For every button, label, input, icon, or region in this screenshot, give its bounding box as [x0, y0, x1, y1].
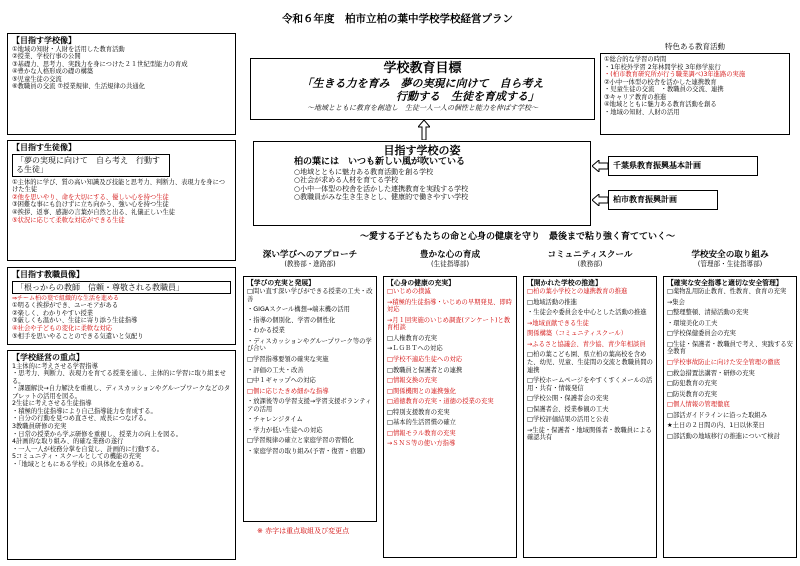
slogan-bar: ～愛する子どもたちの命と心身の健康を守り 最後まで粘り強く育てていく～	[359, 232, 675, 242]
featured-item: ③キャリア教育の推進	[604, 93, 667, 101]
up-arrow-icon	[418, 120, 430, 140]
student-target-item: ⑤状況に応じて柔軟な対応ができる生徒	[12, 216, 125, 224]
column-item: □救急措置法講習・研修の充実	[667, 369, 755, 377]
column-item: □人権教育の充実	[387, 334, 438, 342]
column-item: □防犯教育の充実	[667, 380, 718, 388]
mission-line-1: 「生きる力を育み 夢の実現に向けて 自ら考え	[301, 76, 544, 90]
column-item: ・学力が低い生徒への対応	[247, 426, 323, 434]
column-item: ・チャレンジタイム	[247, 416, 303, 424]
management-item: ・日常の授業から学ぶ研修を重視し、授業力の向上を図る。	[12, 430, 183, 438]
column-box	[663, 276, 797, 558]
column-item: □個人情報の管理徹底	[667, 401, 730, 409]
kashiwa-plan-box	[608, 190, 718, 210]
column-item: □学校事故防止に向けた安全管理の徹底	[667, 358, 780, 366]
column-item: ・環境美化の工夫	[667, 319, 718, 327]
column-item: ・評価の工夫・改善	[247, 366, 304, 374]
column-item: □部活動の地域移行の推進について検討	[667, 432, 780, 440]
column-item: □生徒・保護者・教職員で考え、実践する安全教育	[667, 340, 793, 356]
teacher-target-note: ⇒チーム柏の葉で組織的な生活を進める	[12, 295, 120, 303]
student-target-header: 【目指す生徒像】	[12, 143, 76, 152]
teacher-target-item: ④社会や子どもの変化に柔軟な対応	[12, 325, 113, 333]
management-item: ・積極的生徒指導により自己指導能力を育成する。	[12, 407, 157, 415]
column-item: □防災教育の充実	[667, 390, 718, 398]
column-title: コミュニティスクール	[547, 250, 633, 260]
student-target-item: ④挨拶、返事、感謝の言葉が自然と出る、礼儀正しい生徒	[12, 208, 176, 216]
legend-note: ※ 赤字は重点取組及び変更点	[257, 527, 350, 535]
student-target-item: ①主体的に学び、質の高い知識及び技能と思考力、判断力、表現力を身につけた生徒	[12, 178, 226, 194]
column-item: □情報モラル教育の充実	[387, 429, 456, 437]
column-item: □特別支援教育の充実	[387, 408, 450, 416]
kashiwa-plan-label: 柏市教育振興計画	[613, 195, 677, 204]
teacher-target-item: ③厳しくも温かい、生徒に寄り添う生徒指導	[12, 317, 138, 325]
teacher-target-item: ①明るく挨拶ができ、ユーモアがある	[12, 302, 119, 310]
column-subtitle: (教務部)	[577, 260, 603, 268]
chiba-plan-box	[608, 156, 758, 176]
column-item: □学校保健委員会の充実	[667, 330, 736, 338]
column-item: □柏の葉こども園、県立柏の葉高校を含めた、幼児、児童、生徒間の交流と教職員間の連携	[527, 351, 653, 374]
mission-header: 学校教育目標	[383, 61, 462, 76]
teacher-target-header: 【目指す教職員像】	[12, 270, 84, 279]
column-box-header: 【心身の健康の充実】	[387, 279, 455, 287]
school-target-item: ⑤児童生徒の交流	[12, 75, 62, 83]
column-item: □学習規律の確立と家庭学習の習慣化	[247, 437, 354, 445]
teacher-target-quote: 「根っからの教師 信頼・尊敬される教職員」	[12, 281, 231, 295]
student-target-list	[12, 179, 231, 224]
column-box	[383, 276, 517, 558]
mission-sub: ～地域とともに教育を創造し 生徒一人一人の個性と能力を伸ばす学校～	[307, 104, 538, 113]
column-item: →生徒・保護者・地域関係者・教職員による確認共有	[527, 426, 652, 442]
column-item: →ＬＧＢＴへの対応	[387, 345, 443, 353]
featured-item: ②小中一体型の校舎を活かした連携教育	[604, 78, 717, 86]
featured-list	[604, 56, 786, 116]
featured-item: ①総合的な学習の時間	[604, 56, 667, 63]
column-subtitle: (管理部・生徒指導部)	[697, 260, 763, 268]
column-item: →地域貢献できる生徒	[527, 319, 589, 327]
column-item: ・ディスカッションやグループワーク等の学び合い	[247, 337, 372, 353]
school-target-item: ⑥教職員の交流 ⑦授業規律、生活規律の共通化	[12, 83, 145, 91]
vision-item: ○教職員がみな生き生きとし、健康的で働きやすい学校	[294, 193, 469, 202]
mission-line-2: 行動する 生徒を育成する」	[396, 90, 539, 104]
vision-item: ○小中一体型の校舎を活かした連携教育を実践する学校	[294, 184, 469, 193]
column-item: □薬物乱用防止教育、性教育、食育の充実	[667, 288, 787, 296]
column-item: □中１ギャップへの対応	[247, 377, 316, 385]
column-item: □学習指導要領の確実な実施	[247, 355, 329, 363]
left-arrow-icon	[592, 160, 608, 172]
teacher-target-item: ②楽しく、わかりやすい授業	[12, 309, 94, 317]
featured-box	[600, 53, 790, 135]
column-item: 関係構築（コミュニティスクール）	[527, 330, 627, 338]
management-item: 1主体的に考えさせる学習指導	[12, 362, 98, 370]
mission-box	[250, 58, 595, 120]
management-item: ・「地域とともにある学校」の具体化を進める。	[12, 460, 148, 468]
column-item: □問い直す深い学びができる授業の工夫・改善	[247, 288, 373, 303]
column-item: □学校評価結果の活用と公表	[527, 416, 609, 424]
column-item: ★土日の２日間の内、1日以休業日	[667, 422, 765, 430]
management-item: ・自分の行動を見つめ直させ、成長につなげる。	[12, 415, 151, 423]
column-item: □基本的生活習慣の確立	[387, 419, 456, 427]
page-title: 令和６年度 柏市立柏の葉中学校学校経営プラン	[282, 13, 513, 25]
featured-item: ④地域とともに魅力ある教育活動を創る	[604, 101, 717, 109]
column-item: ・わかる授業	[247, 327, 285, 335]
chiba-plan-label: 千葉県教育振興基本計画	[613, 161, 701, 170]
column-item: →ふるさと協議会、青少協、青少年相談員	[527, 340, 646, 348]
column-item: →ＳＮＳ等の使い方指導	[387, 440, 456, 448]
featured-header: 特色ある教育活動	[665, 42, 725, 51]
column-item: □教職員と保護者との連携	[387, 366, 463, 374]
column-item: □いじめの撲滅	[387, 288, 431, 296]
column-item: □学校不適応生徒への対応	[387, 355, 463, 363]
school-target-item: ②授業、学校行事の公開	[12, 53, 81, 61]
student-target-box	[7, 140, 236, 261]
column-item: □個に応じたきめ細かな指導	[247, 387, 329, 395]
student-target-quote: 「夢の実現に向けて 自ら考え 行動する生徒」	[12, 154, 170, 177]
column-item: □整理整頓、清掃活動の充実	[667, 309, 749, 317]
management-item: 4計画的な取り組み、的確な業務の遂行	[12, 438, 124, 446]
column-item: ・家庭学習の取り組み(予習・復習・宿題)	[247, 447, 366, 455]
school-target-item: ③基礎力、思考力、実践力を身につけた２１世紀型能力の育成	[12, 60, 188, 68]
column-item: ・指導の個別化、学習の個性化	[247, 316, 336, 324]
school-target-box	[7, 33, 236, 135]
column-item: →積極的生徒指導・いじめの早期発見、即時対応	[387, 298, 512, 314]
management-item: 5コミュニティ・スクールとしての機能の充実	[12, 453, 142, 461]
vision-box	[253, 141, 591, 226]
column-item: □情報交換の充実	[387, 377, 438, 385]
column-title: 学校安全の取り組み	[691, 250, 769, 260]
teacher-target-list	[12, 302, 231, 340]
column-box-header: 【学びの充実と発展】	[247, 279, 315, 287]
management-list	[12, 363, 231, 469]
column-item: ・放課後等の学習支援→学習支援ボランティアの活用	[247, 398, 372, 413]
column-item: □保護者会、授業参観の工夫	[527, 405, 609, 413]
vision-slogan: 柏の葉には いつも新しい風が吹いている	[294, 157, 466, 168]
left-arrow-icon	[592, 194, 608, 206]
featured-item: ・(柏市教育研究所が行う職業調べ)3年進路の実施	[604, 71, 746, 79]
column-item: →月１回実施のいじめ調査(アンケート)と教育相談	[387, 316, 511, 332]
column-box	[523, 276, 657, 558]
school-target-item: ④豊かな人格形成の礎の構築	[12, 68, 94, 76]
column-subtitle: (教務部・進路部)	[284, 260, 336, 268]
vision-item: ○地域とともに魅力ある教育活動を創る学校	[294, 167, 434, 176]
column-box	[243, 276, 377, 522]
column-item: □部活ガイドラインに沿った取組み	[667, 411, 768, 419]
column-title: 深い学びへのアプローチ	[262, 250, 358, 260]
column-item: ・GIGAスクール構想→端末機の活用	[247, 306, 350, 314]
vision-item: ○社会が求める人材を育てる学校	[294, 176, 399, 185]
column-title: 豊かな心の育成	[419, 250, 481, 260]
column-item: ・生徒会や委員会を中心とした活動の推進	[527, 309, 647, 317]
school-target-list	[12, 46, 231, 91]
column-item: →集会	[667, 298, 685, 306]
column-item: □道徳教育の充実・道徳の授業の充実	[387, 398, 494, 406]
teacher-target-item: ⑤相手を思いやることのできる気遣いと気配り	[12, 332, 144, 340]
teacher-target-box	[7, 267, 236, 345]
management-item: 3教職員研修の充実	[12, 422, 67, 430]
column-item: □地域活動の推進	[527, 298, 578, 306]
column-item: □柏の葉小学校との連携教育の推進	[527, 288, 628, 296]
column-item: □学校ホームページをやすくすくメールの活用・共有・情報発信	[527, 377, 653, 392]
school-target-header: 【目指す学校像】	[12, 36, 76, 45]
column-item: □関係機関との連携強化	[387, 387, 456, 395]
management-item: ・思考力、判断力、表現力を育てる授業を通し、主体的に学習に取り組ませる。	[12, 370, 227, 385]
featured-item: ・児童生徒の交流 ・教職員の交流、連携	[604, 86, 724, 94]
student-target-item: ③困難な事にも負けずに立ち向かう、強い心を持つ生徒	[12, 201, 169, 209]
vision-header: 目指す学校の姿	[383, 144, 461, 157]
management-item: 2生徒に考えさせる生徒指導	[12, 400, 92, 408]
featured-item: ・1年校外学習 2年林間学校 3年修学旅行	[604, 63, 721, 71]
column-subtitle: (生徒指導部)	[430, 260, 470, 268]
column-item: □学校公開・保護者会の充実	[527, 395, 609, 403]
column-box-header: 【開かれた学校の推進】	[527, 279, 602, 287]
school-target-item: ①地域の知財・人財を活用した教育活動	[12, 45, 125, 53]
featured-item: ・地域の知財、人財の活用	[604, 108, 680, 116]
management-item: ・課題解決→自力解決を重視し、ディスカッションやグループワークなどのタブレットの活用を図る。	[12, 385, 231, 400]
student-target-item: ②他を思いやり、命を大切にする、優しい心を持つ生徒	[12, 193, 169, 201]
management-box	[7, 350, 236, 560]
column-box-header: 【確実な安全指導と適切な安全管理】	[667, 279, 783, 287]
management-item: ・一人一人が校務分掌を自覚し、計画的に行動する。	[12, 445, 164, 453]
vision-list	[260, 168, 584, 202]
management-header: 【学校経営の重点】	[12, 353, 84, 362]
